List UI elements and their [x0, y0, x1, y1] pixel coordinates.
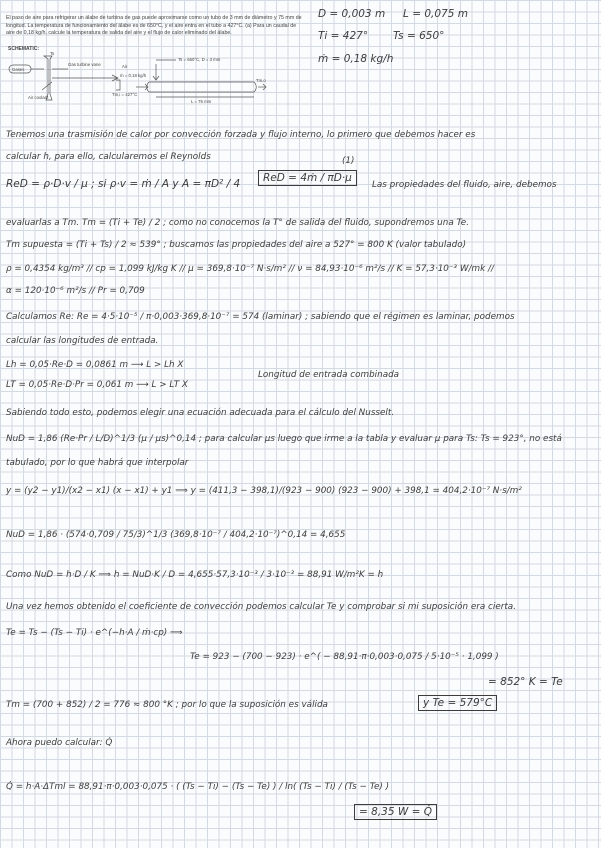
given-mass-flow: ṁ = 0,18 kg/h	[318, 53, 394, 65]
solution-line-interpolation: y = (y2 − y1)/(x2 − x1) (x − x1) + y1 ⟹ y = (411,3 − 398,1)/(923 − 900) (923 − 900) + 398,1 = 404,2·10⁻⁷ N·s/m²	[6, 486, 522, 496]
solution-line-lh: Lh = 0,05·Re·D = 0,0861 m ⟶ L > Lh X	[6, 360, 184, 370]
schematic-vane-label: Gas turbine vane	[68, 62, 101, 67]
schematic-ts-note: Ts = 650°C, D = 3 mm	[178, 57, 221, 62]
schematic-mdot-label: ṁ = 0.18 kg/h	[120, 73, 147, 78]
solution-line-te-result: = 852° K = Te	[488, 676, 563, 688]
solution-line-nusselt: Sabiendo todo esto, podemos elegir una ecuación adecuada para el cálculo del Nusselt.	[6, 408, 395, 418]
solution-line-q-intro: Ahora puedo calcular: Q̇	[6, 738, 113, 748]
schematic-length-label: L = 75 mm	[191, 99, 212, 104]
solution-line-props-1: ρ = 0,4354 kg/m³ // cp = 1,099 kJ/kg K // μ = 369,8·10⁻⁷ N·s/m² // ν = 84,93·10⁻⁶ m²/s // K = 57,3·10⁻³ W/mk //	[6, 264, 494, 274]
solution-line-nu-formula: NuD = 1,86 (Re·Pr / L/D)^1/3 (μ / μs)^0,14 ; para calcular μs luego que irme a la tabla y evaluar μ para Ts: Ts = 923°, no está	[6, 434, 562, 444]
solution-line-props-2: α = 120·10⁻⁶ m²/s // Pr = 0,709	[6, 286, 145, 296]
schematic-gases-label: Gases	[12, 67, 25, 72]
solution-line-nu-value: NuD = 1,86 · (574·0,709 / 75/3)^1/3 (369,8·10⁻⁷ / 404,2·10⁻⁷)^0,14 = 4,655	[6, 530, 346, 540]
solution-line-re-definition: ReD = ρ·D·v / μ ; si ρ·v = ṁ / A y A = πD² / 4	[6, 178, 241, 190]
problem-statement: El paso de aire para refrigerar un álabe de turbina de gas puede aproximarse como un tubo de 3 mm de diámetro y 75 mm de longitud. La temperatura de funcionamiento del álabe es de 650°C, y el aire entra en el tubo a 427°C. (a) Para un caudal de aire de 0,18 kg/h, calcule la temperatura de salida del aire y el flujo de calor eliminado del álabe.	[6, 15, 302, 37]
vane-shape	[44, 56, 52, 100]
solution-line-entry: calcular las longitudes de entrada.	[6, 336, 159, 346]
solution-line-re-calc: Calculamos Re: Re = 4·5·10⁻⁵ / π·0,003·369,8·10⁻⁷ = 574 (laminar) ; sabiendo que el régimen es laminar, podemos	[6, 312, 515, 322]
solution-line-q-formula: Q̇ = h·A·ΔTml = 88,91·π·0,003·0,075 · ( (Ts − Ti) − (Ts − Te) ) / ln( (Ts − Ti) / (Ts − Te) )	[6, 782, 390, 792]
schematic-tmo-label: Tm,o	[256, 78, 266, 83]
schematic-air-label: Air	[122, 64, 128, 69]
solution-line-convection: Una vez hemos obtenido el coeficiente de convección podemos calcular Te y comprobar si mi suposición era cierta.	[6, 602, 516, 612]
te-result-box: y Te = 579°C	[418, 695, 497, 711]
solution-line-lt: LT = 0,05·Re·D·Pr = 0,061 m ⟶ L > LT X	[6, 380, 188, 390]
given-surface-temp: Ts = 650°	[393, 30, 445, 42]
schematic-coolant-label: Air coolant	[28, 95, 49, 100]
equation-number: (1)	[342, 156, 355, 166]
solution-line-properties: Las propiedades del fluido, aire, debemos	[372, 180, 557, 190]
solution-line-interpolate: tabulado, por lo que habrá que interpolar	[6, 458, 189, 468]
solution-line-combined: Longitud de entrada combinada	[258, 370, 400, 380]
solution-line-h: Como NuD = h·D / K ⟹ h = NuD·K / D = 4,655·57,3·10⁻³ / 3·10⁻³ = 88,91 W/m²K = h	[6, 570, 384, 580]
schematic-tmi-label: Tm,i = 427°C	[112, 92, 138, 97]
re-formula-box: ReD = 4ṁ / πD·μ	[258, 170, 357, 186]
q-result-box: = 8,35 W = Q̇	[354, 804, 437, 820]
schematic-ts-label: Ts	[50, 52, 55, 56]
schematic-figure	[6, 52, 268, 106]
solution-line-intro: Tenemos una trasmisión de calor por convección forzada y flujo interno, lo primero que debemos hacer es	[6, 130, 476, 140]
given-diameter: D = 0,003 m	[318, 8, 386, 20]
solution-line-te-calc: Te = 923 − (700 − 923) · e^( − 88,91·π·0,003·0,075 / 5·10⁻⁵ · 1,099 )	[190, 652, 499, 662]
given-length: L = 0,075 m	[403, 8, 468, 20]
solution-line-tm-assumed: Tm supuesta = (Ti + Ts) / 2 ≈ 539° ; buscamos las propiedades del aire a 527° = 800 K (valor tabulado)	[6, 240, 467, 250]
schematic-label: SCHEMATIC:	[8, 46, 40, 52]
given-inlet-temp: Ti = 427°	[318, 30, 369, 42]
solution-line-te-formula: Te = Ts − (Ts − Ti) · e^(−h·A / ṁ·cp) ⟹	[6, 628, 183, 638]
solution-line-reynolds: calcular h, para ello, calcularemos el Reynolds	[6, 152, 211, 162]
solution-line-tm: evaluarlas a Tm. Tm = (Ti + Te) / 2 ; como no conocemos la T° de salida del fluido, supondremos una Te.	[6, 218, 470, 228]
solution-line-tm-check: Tm = (700 + 852) / 2 = 776 ≈ 800 °K ; por lo que la suposición es válida	[6, 700, 328, 710]
